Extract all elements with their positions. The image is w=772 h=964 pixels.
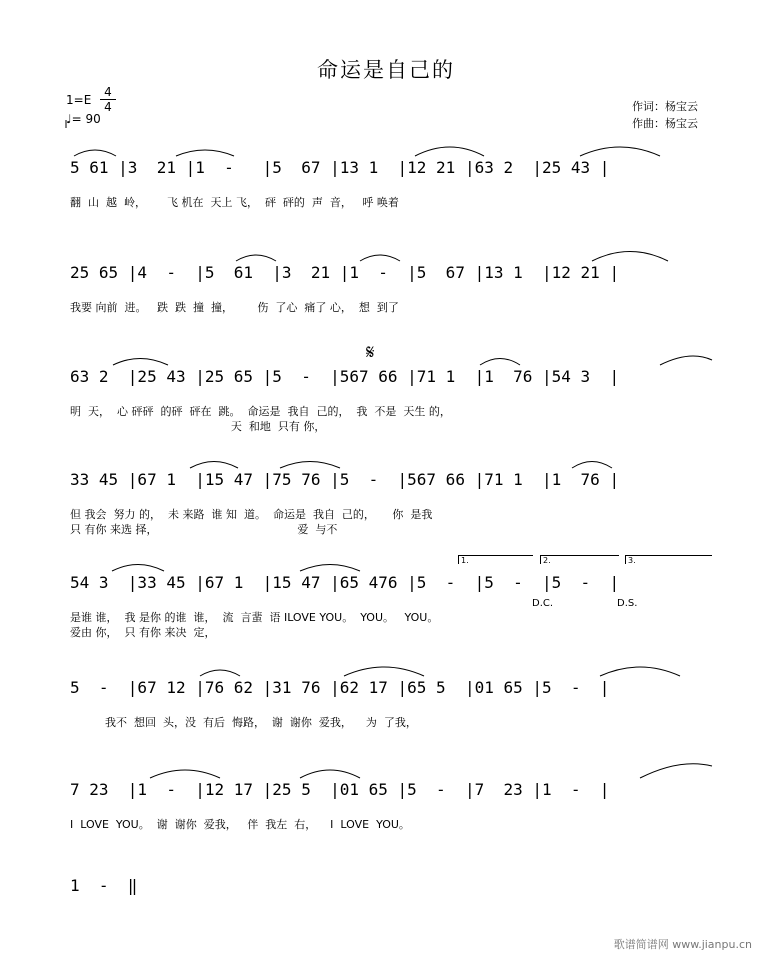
notes-line: 5 61 |3 21 |1 - |5 67 |13 1 |12 21 |63 2 |25 43 | <box>70 158 610 177</box>
meter-bottom: 4 <box>104 100 112 114</box>
volta-1: 1. <box>458 555 533 564</box>
volta-2: 2. <box>540 555 619 564</box>
lyrics-line: I LOVE YOU。 谢 谢你 爱我， 伴 我左 右， I LOVE YOU。 <box>70 818 410 831</box>
notes-line: 5 - |67 12 |76 62 |31 76 |62 17 |65 5 |01 65 |5 - | <box>70 678 610 697</box>
key-signature: 1=E <box>66 93 92 107</box>
lyrics-line: 但 我会 努力 的， 未 来路 谁 知 道。 命运是 我自 己的， 你 是我 <box>70 508 433 521</box>
lyrics-line: 是谁 谁， 我 是你 的谁 谁， 流 言蜚 语 ILOVE YOU。 YOU。 YOU。 <box>70 611 439 624</box>
lyrics-line: 明 天， 心 砰砰 的砰 砰在 跳。 命运是 我自 己的， 我 不是 天生 的， <box>70 405 451 418</box>
lyricist-credit: 作词：杨宝云 <box>632 100 698 113</box>
lyrics-line: 翻 山 越 岭， 飞 机在 天上 飞， 砰 砰的 声 音， 呼 唤着 <box>70 196 399 209</box>
lyrics-line: 我要 向前 进。 跌 跌 撞 撞， 伤 了心 痛了 心， 想 到了 <box>70 301 399 314</box>
final-measure: 1 - ‖ <box>70 876 138 895</box>
notes-line: 25 65 |4 - |5 61 |3 21 |1 - |5 67 |13 1 |12 21 | <box>70 263 620 282</box>
volta-3: 3. <box>625 555 712 564</box>
lyrics-line-2: 只 有你 来选 择， 爱 与不 <box>70 523 338 536</box>
lyrics-line-2: 天 和地 只有 你， <box>70 420 326 433</box>
segno-sign: 𝄋 <box>366 340 375 364</box>
lyrics-line: 我不 想回 头，没 有后 悔路， 谢 谢你 爱我， 为 了我， <box>70 716 417 729</box>
notes-line: 54 3 |33 45 |67 1 |15 47 |65 476 |5 - |5 - |5 - | <box>70 573 620 592</box>
ds-mark: D.S. <box>617 598 638 609</box>
lyrics-line-2: 爱由 你， 只 有你 来决 定， <box>70 626 216 639</box>
composer-credit: 作曲：杨宝云 <box>632 117 698 130</box>
site-watermark: 歌谱简谱网 www.jianpu.cn <box>613 938 752 951</box>
meter-top: 4 <box>104 85 112 99</box>
notes-line: 7 23 |1 - |12 17 |25 5 |01 65 |5 - |7 23 |1 - | <box>70 780 610 799</box>
notes-line: 63 2 |25 43 |25 65 |5 - |567 66 |71 1 |1 76 |54 3 | <box>70 367 620 386</box>
dc-mark: D.C. <box>532 598 554 609</box>
tempo-marking: ♩= 90 <box>66 112 101 126</box>
notes-line: 33 45 |67 1 |15 47 |75 76 |5 - |567 66 |71 1 |1 76 | <box>70 470 620 489</box>
song-title: 命运是自己的 <box>317 58 455 82</box>
